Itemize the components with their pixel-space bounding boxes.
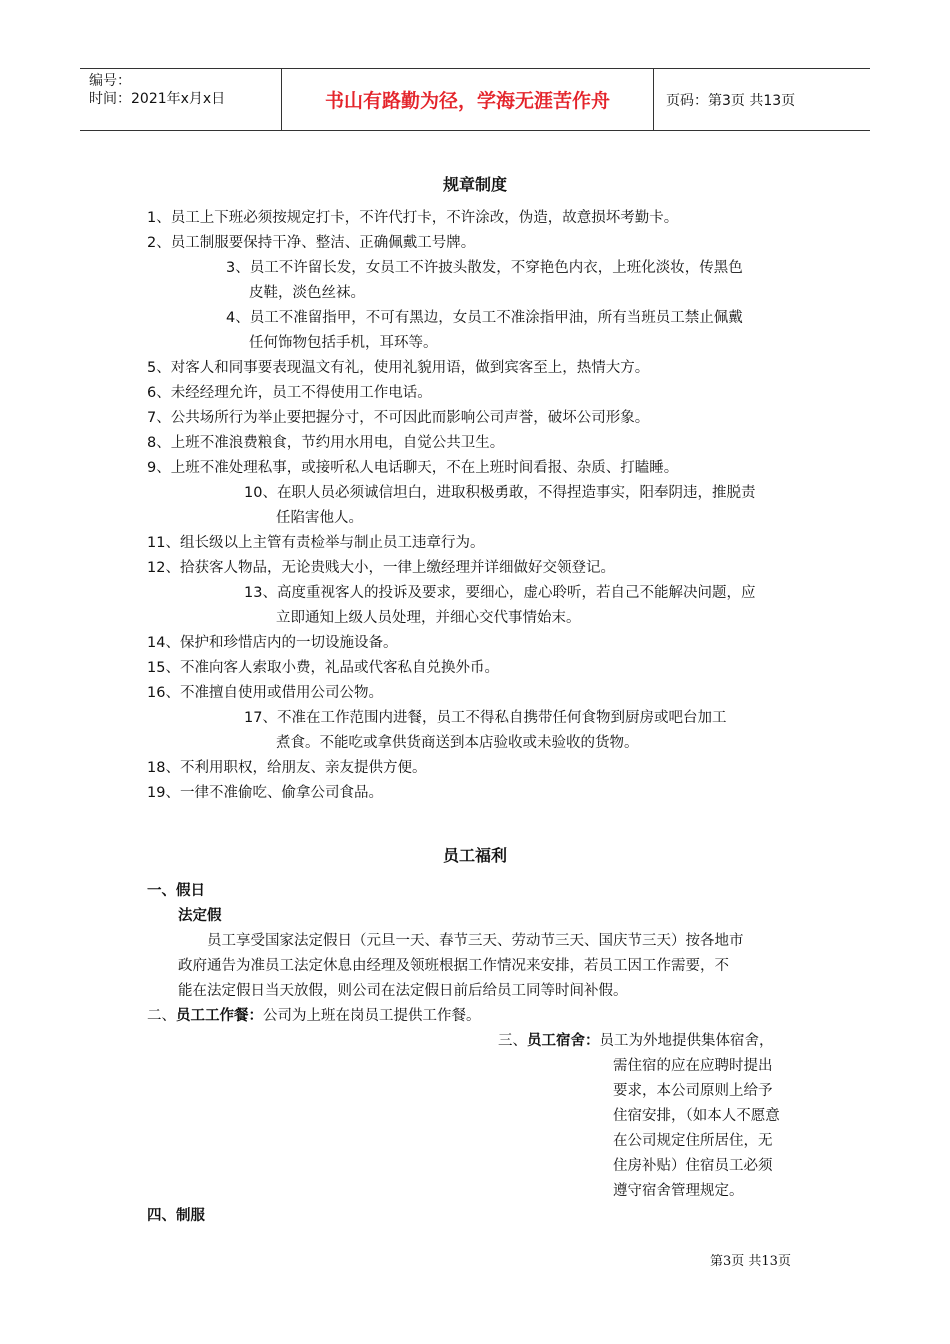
rule-line: 15、不准向客人索取小费，礼品或代客私自兑换外币。 — [147, 660, 499, 676]
header-meta — [80, 69, 281, 130]
rule-line: 8、上班不准浪费粮食，节约用水用电，自觉公共卫生。 — [147, 435, 505, 451]
rule-line: 18、不利用职权，给朋友、亲友提供方便。 — [147, 760, 427, 776]
rule-line: 任陷害他人。 — [276, 510, 363, 526]
rule-line: 4、员工不准留指甲，不可有黑边，女员工不准涂指甲油，所有当班员工禁止佩戴 — [226, 310, 743, 326]
meal-line — [147, 1006, 481, 1026]
uniform-heading: 四、制服 — [147, 1208, 205, 1224]
statutory-holiday-heading: 法定假 — [178, 908, 222, 924]
header-number: 编号： — [89, 73, 131, 89]
holiday-text-line: 能在法定假日当天放假，则公司在法定假日前后给员工同等时间补假。 — [178, 983, 628, 999]
meal-number: 二、 — [147, 1008, 176, 1024]
rule-line: 煮食。不能吃或拿供货商送到本店验收或未验收的货物。 — [276, 735, 639, 751]
dorm-text-line: 遵守宿舍管理规定。 — [613, 1183, 744, 1199]
holiday-text-line: 政府通告为准员工法定休息由经理及领班根据工作情况来安排，若员工因工作需要，不 — [178, 958, 729, 974]
dorm-text-line: 需住宿的应在应聘时提出 — [613, 1058, 773, 1074]
rule-line: 6、未经经理允许，员工不得使用工作电话。 — [147, 385, 432, 401]
rule-line: 12、拾获客人物品，无论贵贱大小，一律上缴经理并详细做好交领登记。 — [147, 560, 615, 576]
benefits-title: 员工福利 — [442, 846, 507, 865]
dorm-text-line: 住房补贴）住宿员工必须 — [613, 1158, 773, 1174]
rule-line: 11、组长级以上主管有责检举与制止员工违章行为。 — [147, 535, 485, 551]
dorm-number: 三、 — [498, 1033, 527, 1049]
dorm-text-line: 要求，本公司原则上给予 — [613, 1083, 773, 1099]
rule-line: 14、保护和珍惜店内的一切设施设备。 — [147, 635, 398, 651]
rule-line: 皮鞋，淡色丝袜。 — [249, 285, 365, 301]
rule-line: 任何饰物包括手机，耳环等。 — [249, 335, 438, 351]
rule-line: 13、高度重视客人的投诉及要求，要细心，虚心聆听，若自己不能解决问题，应 — [244, 585, 756, 601]
rule-line: 立即通知上级人员处理，并细心交代事情始末。 — [276, 610, 581, 626]
meal-text: 公司为上班在岗员工提供工作餐。 — [263, 1008, 481, 1024]
rule-line: 9、上班不准处理私事，或接听私人电话聊天，不在上班时间看报、杂质、打瞌睡。 — [147, 460, 679, 476]
rule-line: 17、不准在工作范围内进餐，员工不得私自携带任何食物到厨房或吧台加工 — [244, 710, 727, 726]
header-time: 时间：2021年x月x日 — [89, 91, 226, 107]
rule-line: 1、员工上下班必须按规定打卡，不许代打卡，不许涂改，伪造，故意损坏考勤卡。 — [147, 210, 679, 226]
header-page-info: 页码：第3页 共13页 — [666, 92, 796, 109]
dorm-text: 员工为外地提供集体宿舍， — [599, 1033, 774, 1049]
rule-line: 16、不准擅自使用或借用公司公物。 — [147, 685, 383, 701]
dorm-line — [498, 1031, 774, 1051]
page-header — [80, 68, 870, 131]
holiday-text-line: 员工享受国家法定假日（元旦一天、春节三天、劳动节三天、国庆节三天）按各地市 — [207, 933, 744, 949]
dorm-text-line: 住宿安排，（如本人不愿意 — [613, 1108, 780, 1124]
header-motto: 书山有路勤为径，学海无涯苦作舟 — [281, 69, 654, 130]
rule-line: 19、一律不准偷吃、偷拿公司食品。 — [147, 785, 383, 801]
dorm-label: 员工宿舍： — [527, 1033, 600, 1049]
rule-line: 5、对客人和同事要表现温文有礼，使用礼貌用语，做到宾客至上，热情大方。 — [147, 360, 650, 376]
page-footer: 第3页 共13页 — [710, 1254, 791, 1269]
rule-line: 7、公共场所行为举止要把握分寸，不可因此而影响公司声誉，破坏公司形象。 — [147, 410, 650, 426]
rule-line: 10、在职人员必须诚信坦白，进取积极勇敢，不得捏造事实，阳奉阴违，推脱责 — [244, 485, 756, 501]
rule-line: 3、员工不许留长发，女员工不许披头散发，不穿艳色内衣，上班化淡妆，传黑色 — [226, 260, 743, 276]
holiday-heading: 一、假日 — [147, 883, 205, 899]
meal-label: 员工工作餐： — [176, 1008, 263, 1024]
dorm-text-line: 在公司规定住所居住，无 — [613, 1133, 773, 1149]
rules-title: 规章制度 — [442, 175, 507, 194]
rule-line: 2、员工制服要保持干净、整洁、正确佩戴工号牌。 — [147, 235, 476, 251]
